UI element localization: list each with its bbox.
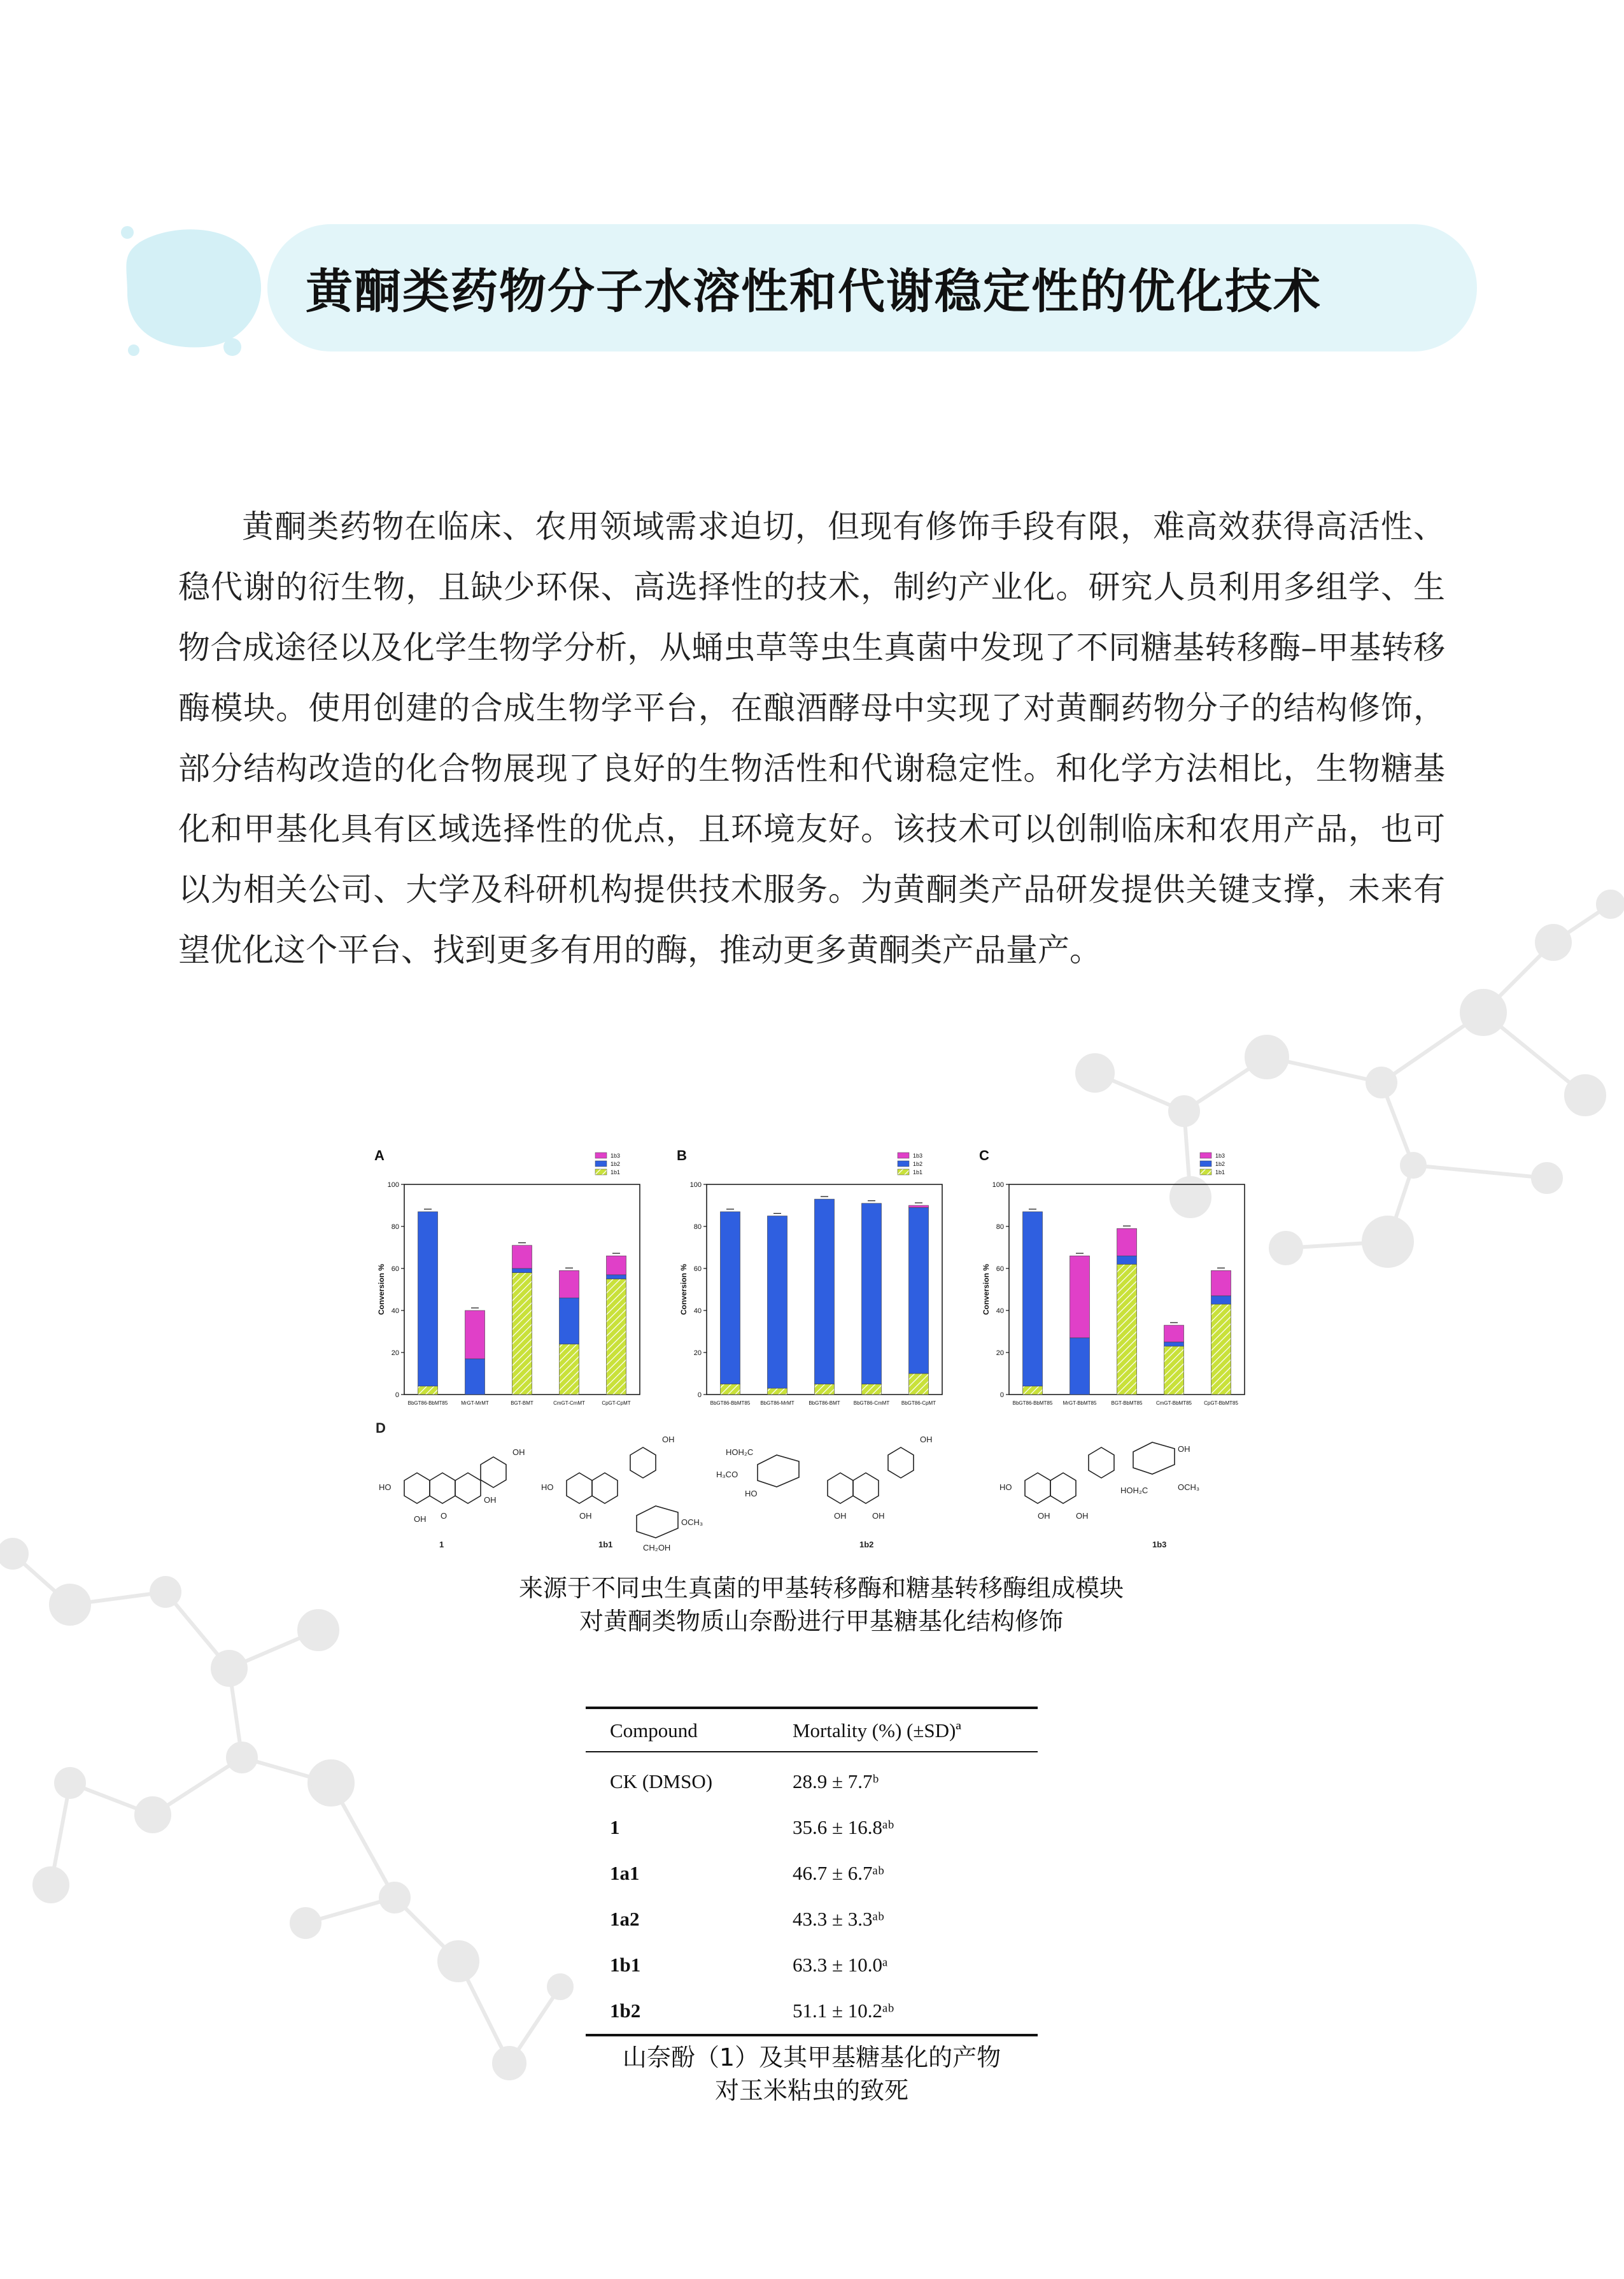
bar-1b2 [1117, 1256, 1136, 1264]
x-tick-label: CmGT-BbMT85 [1155, 1400, 1192, 1406]
figure-svg [369, 1133, 1273, 1566]
y-tick-label: 20 [391, 1349, 399, 1357]
bar-1b2 [1070, 1338, 1089, 1395]
bar-1b3 [1070, 1256, 1089, 1338]
y-tick-label: 100 [992, 1181, 1004, 1189]
x-tick-label: CpGT-CpMT [602, 1400, 631, 1406]
svg-text:OCH₃: OCH₃ [681, 1517, 703, 1527]
y-tick-label: 20 [996, 1349, 1004, 1357]
y-axis-label: Conversion % [982, 1263, 991, 1316]
chart-panel-label: A [374, 1147, 385, 1163]
legend-label-1b3: 1b3 [1215, 1153, 1225, 1159]
figure-caption-line-1: 来源于不同虫生真菌的甲基转移酶和糖基转移酶组成模块 [518, 1574, 1124, 1602]
bar-1b3 [1211, 1270, 1231, 1296]
mortality-table [586, 1707, 1038, 2036]
bar-1b2 [1022, 1212, 1042, 1386]
chart-panel-c [979, 1147, 1245, 1406]
legend-swatch-1b3 [1200, 1153, 1211, 1158]
svg-text:OH: OH [920, 1435, 933, 1444]
table-row [586, 1752, 1038, 1805]
svg-text:HO: HO [379, 1482, 392, 1492]
table-cell-mortality: 51.1 ± 10.2ᵃᵇ [761, 1988, 1038, 2035]
chart-panel-a [374, 1147, 640, 1406]
bar-1b1 [512, 1273, 532, 1395]
bar-1b1 [908, 1374, 928, 1395]
x-tick-label: CpGT-BbMT85 [1204, 1400, 1238, 1406]
svg-text:CH₂OH: CH₂OH [643, 1543, 671, 1552]
legend-swatch-1b2 [1200, 1161, 1211, 1167]
table-cell-compound: 1a1 [610, 1862, 640, 1884]
table-row [586, 1805, 1038, 1850]
legend-swatch-1b1 [595, 1169, 607, 1175]
svg-text:OH: OH [1076, 1511, 1089, 1521]
y-tick-label: 80 [996, 1223, 1004, 1231]
bar-1b2 [861, 1203, 881, 1384]
table-row [586, 1896, 1038, 1942]
mortality-table-wrap [586, 1707, 1038, 2036]
svg-text:HO: HO [745, 1489, 758, 1498]
bar-1b1 [606, 1279, 626, 1395]
y-tick-label: 80 [693, 1223, 702, 1231]
legend-swatch-1b3 [595, 1153, 607, 1158]
x-tick-label: BbGT86-BbMT85 [1012, 1400, 1053, 1406]
x-tick-label: MrGT-BbMT85 [1063, 1400, 1097, 1406]
table-caption-line-1: 山奈酚（1）及其甲基糖基化的产物 [622, 2043, 1001, 2071]
svg-text:OH: OH [1038, 1511, 1050, 1521]
compound-label-1b1: 1b1 [598, 1540, 613, 1549]
structure-compound-1b2 [716, 1435, 933, 1521]
legend-swatch-1b1 [1200, 1169, 1211, 1175]
svg-text:H₃CO: H₃CO [716, 1470, 738, 1479]
bar-1b2 [908, 1207, 928, 1374]
y-tick-label: 60 [391, 1265, 399, 1273]
x-tick-label: BbGT86-CmMT [853, 1400, 890, 1406]
y-tick-label: 60 [996, 1265, 1004, 1273]
svg-text:OH: OH [579, 1511, 592, 1521]
legend-label-1b2: 1b2 [913, 1161, 923, 1167]
y-tick-label: 20 [693, 1349, 702, 1357]
y-tick-label: 100 [689, 1181, 702, 1189]
structure-compound-1b3 [999, 1442, 1199, 1521]
y-tick-label: 0 [395, 1391, 399, 1399]
legend-label-1b1: 1b1 [1215, 1169, 1225, 1175]
svg-text:OCH₃: OCH₃ [1178, 1482, 1200, 1492]
figure-conversion-charts [369, 1133, 1273, 1566]
x-tick-label: BbGT86-CpMT [901, 1400, 936, 1406]
svg-text:OH: OH [484, 1495, 497, 1505]
table-caption [522, 2041, 1101, 2107]
svg-text:OH: OH [834, 1511, 847, 1521]
table-row [586, 1942, 1038, 1988]
bar-1b1 [1164, 1346, 1183, 1395]
bar-1b1 [767, 1388, 787, 1395]
table-cell-compound: 1b2 [586, 1988, 761, 2035]
bar-1b1 [1211, 1304, 1231, 1395]
compound-label-1: 1 [439, 1540, 444, 1549]
figure-caption [369, 1572, 1273, 1638]
bar-1b3 [1164, 1325, 1183, 1342]
bar-1b3 [559, 1270, 579, 1298]
y-tick-label: 60 [693, 1265, 702, 1273]
svg-text:HOH₂C: HOH₂C [1120, 1486, 1148, 1495]
svg-text:HO: HO [999, 1482, 1012, 1492]
legend-label-1b2: 1b2 [1215, 1161, 1225, 1167]
page-title: 黄酮类药物分子水溶性和代谢稳定性的优化技术 [306, 264, 1322, 319]
svg-text:OH: OH [662, 1435, 675, 1444]
bar-1b1 [814, 1384, 834, 1395]
panel-d-label: D [376, 1420, 386, 1436]
bar-1b1 [559, 1344, 579, 1395]
bar-1b2 [1211, 1296, 1231, 1304]
x-tick-label: BGT-BMT [511, 1400, 533, 1406]
bar-1b2 [418, 1212, 437, 1386]
bar-1b1 [720, 1384, 740, 1395]
svg-text:HOH₂C: HOH₂C [726, 1447, 754, 1457]
y-tick-label: 0 [999, 1391, 1004, 1399]
figure-caption-line-2: 对黄酮类物质山奈酚进行甲基糖基化结构修饰 [579, 1607, 1063, 1635]
bar-1b2 [512, 1268, 532, 1273]
table-row [586, 1850, 1038, 1896]
table-cell-mortality: 43.3 ± 3.3ᵃᵇ [792, 1908, 884, 1930]
bar-1b2 [1164, 1342, 1183, 1347]
svg-text:OH: OH [414, 1514, 427, 1524]
svg-text:O: O [441, 1511, 448, 1521]
bar-1b2 [606, 1275, 626, 1279]
x-tick-label: BGT-BbMT85 [1111, 1400, 1143, 1406]
compound-label-1b2: 1b2 [859, 1540, 874, 1549]
table-header-mortality: Mortality (%) (±SD)ª [761, 1708, 1038, 1752]
legend-swatch-1b1 [898, 1169, 909, 1175]
table-cell-mortality: 35.6 ± 16.8ᵃᵇ [792, 1816, 894, 1838]
y-tick-label: 100 [387, 1181, 399, 1189]
x-tick-label: MrGT-MrMT [461, 1400, 489, 1406]
svg-text:OH: OH [1178, 1444, 1190, 1454]
bar-1b3 [908, 1205, 928, 1207]
table-header-compound: Compound [586, 1708, 761, 1752]
y-axis-label: Conversion % [377, 1263, 386, 1316]
legend-label-1b2: 1b2 [611, 1161, 621, 1167]
structure-compound-1 [379, 1447, 525, 1524]
table-row [586, 1988, 1038, 2035]
bar-1b2 [465, 1359, 484, 1395]
svg-text:HO: HO [541, 1482, 554, 1492]
legend-label-1b3: 1b3 [913, 1153, 923, 1159]
bar-1b2 [767, 1216, 787, 1389]
table-cell-mortality: 46.7 ± 6.7ᵃᵇ [792, 1862, 884, 1884]
table-cell-compound: 1a2 [610, 1908, 640, 1930]
chart-panel-b [677, 1147, 942, 1406]
bar-1b3 [465, 1310, 484, 1359]
svg-text:OH: OH [872, 1511, 885, 1521]
title-banner [115, 217, 1483, 363]
legend-label-1b3: 1b3 [611, 1153, 621, 1159]
y-axis-label: Conversion % [679, 1263, 688, 1316]
table-caption-line-2: 对玉米粘虫的致死 [714, 2077, 908, 2105]
table-cell-mortality: 63.3 ± 10.0ᵃ [792, 1954, 888, 1976]
bar-1b2 [559, 1298, 579, 1344]
table-cell-compound: 1 [610, 1816, 620, 1838]
y-tick-label: 40 [391, 1307, 399, 1315]
bar-1b1 [861, 1384, 881, 1395]
x-tick-label: BbGT86-BbMT85 [407, 1400, 448, 1406]
table-header-row [586, 1708, 1038, 1752]
bar-1b3 [606, 1256, 626, 1275]
bar-1b1 [1022, 1386, 1042, 1395]
bar-1b2 [720, 1212, 740, 1384]
bar-1b3 [512, 1246, 532, 1268]
y-tick-label: 40 [693, 1307, 702, 1315]
x-tick-label: BbGT86-MrMT [760, 1400, 794, 1406]
svg-text:OH: OH [512, 1447, 525, 1457]
legend-label-1b1: 1b1 [913, 1169, 923, 1175]
x-tick-label: CmGT-CmMT [553, 1400, 585, 1406]
decorative-blob-icon [115, 217, 280, 363]
bar-1b1 [418, 1386, 437, 1395]
compound-label-1b3: 1b3 [1152, 1540, 1167, 1549]
bar-1b1 [1117, 1264, 1136, 1395]
table-cell-mortality: 28.9 ± 7.7ᵇ [792, 1770, 879, 1793]
y-tick-label: 40 [996, 1307, 1004, 1315]
legend-swatch-1b2 [595, 1161, 607, 1167]
x-tick-label: BbGT86-BbMT85 [710, 1400, 751, 1406]
table-cell-compound: 1b1 [610, 1954, 641, 1976]
body-paragraph: 黄酮类药物在临床、农用领域需求迫切，但现有修饰手段有限，难高效获得高活性、稳代谢的衍生物，且缺少环保、高选择性的技术，制约产业化。研究人员利用多组学、生物合成途径以及化学生物学分析，从蛹虫草等虫生真菌中发现了不同糖基转移酶–甲基转移酶模块。使用创建的合成生物学平台，在酿酒酵母中实现了对黄酮药物分子的结构修饰，部分结构改造的化合物展现了良好的生物活性和代谢稳定性。和化学方法相比，生物糖基化和甲基化具有区域选择性的优点，且环境友好。该技术可以创制临床和农用产品，也可以为相关公司、大学及科研机构提供技术服务。为黄酮类产品研发提供关键支撑，未来有望优化这个平台、找到更多有用的酶，推动更多黄酮类产品量产。 [178, 508, 1445, 969]
x-tick-label: BbGT86-BMT [808, 1400, 840, 1406]
y-tick-label: 80 [391, 1223, 399, 1231]
bar-1b3 [1117, 1228, 1136, 1256]
legend-swatch-1b2 [898, 1161, 909, 1167]
chart-panel-label: B [677, 1147, 687, 1163]
legend-label-1b1: 1b1 [611, 1169, 621, 1175]
table-cell-compound: CK (DMSO) [610, 1770, 713, 1793]
bar-1b2 [814, 1199, 834, 1384]
y-tick-label: 0 [697, 1391, 702, 1399]
chart-panel-label: C [979, 1147, 989, 1163]
structure-compound-1b1 [541, 1435, 703, 1552]
legend-swatch-1b3 [898, 1153, 909, 1158]
